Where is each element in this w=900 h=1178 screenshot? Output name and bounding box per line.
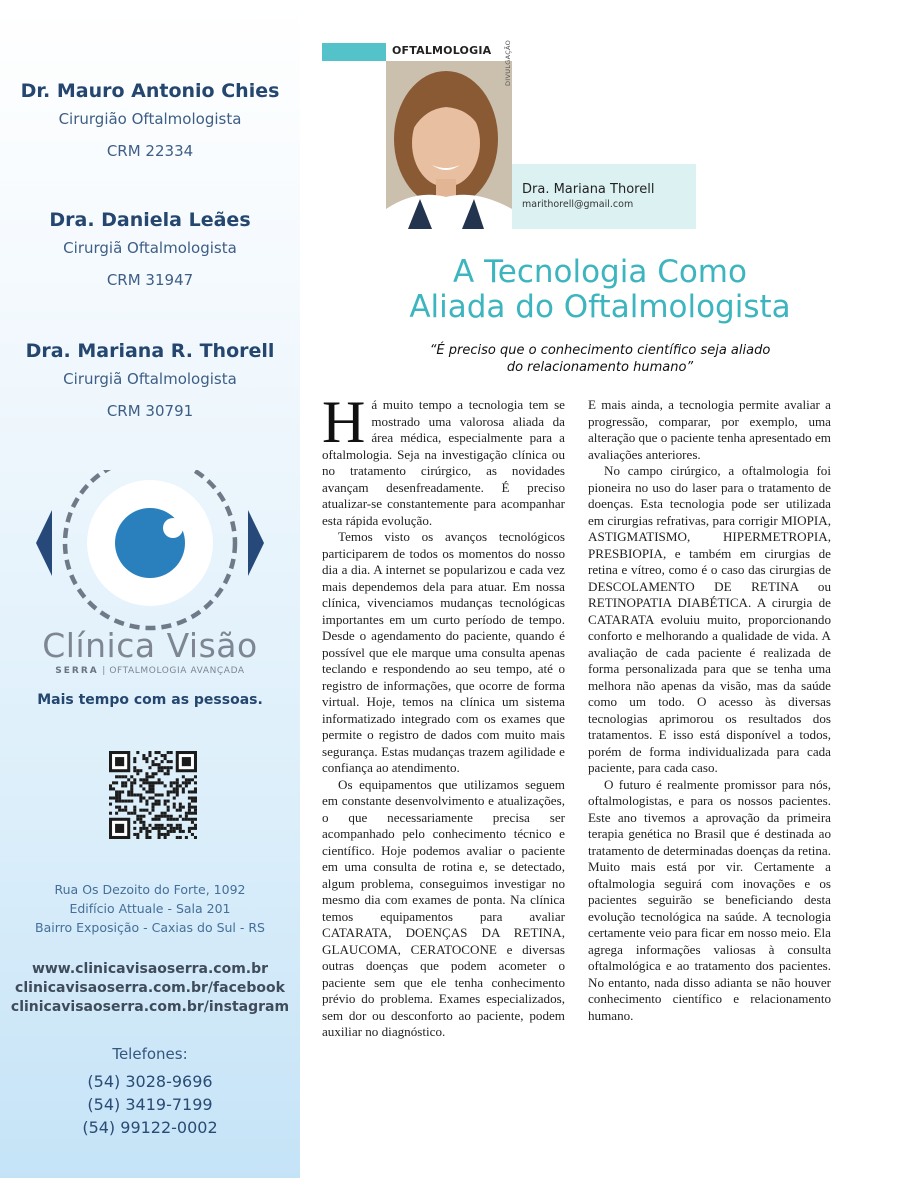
article-paragraph: O futuro é realmente promissor para nós, oftalmologistas, e para os nossos pacientes. Este ano tivemos a aprovação da primeira terapia genética no Brasil que é destinada ao tratamento de determinadas doenças da retina. Muito mais está por vir. Certamente a oftalmologia seguirá com inovações e os pacientes seguirão se beneficiando desta evolução tecnológica na saúde. A tecnologia certamente veio para ficar em nosso meio. Ela agrega informações valiosas à consulta oftalmológica e ao tratamento dos pacientes. No entanto, nada disso adianta se não houver conhecimento científico e relacionamento humano. — [588, 776, 831, 1023]
phone-number[interactable]: (54) 3028-9696 — [87, 1072, 213, 1091]
article-paragraph: Temos visto os avanços tecnológicos participarem de todos os momentos do nosso dia a dia. A internet se popularizou e cada vez mais dependemos dela para atuar. Em nossa clínica, vivenciamos mudanças tecnológicas importantes em um curto período de tempo. Desde o agendamento do paciente, quando é possível que ele marque uma consulta apenas teclando e respondendo ao seu tempo, até o registro de informações, que ocorre de forma virtual. Hoje, temos na clínica um sistema informatizado integrado com os exames que permite o registro de dados com muito mais segurança. Estas mudanças trazem agilidade e confiança ao atendimento. — [322, 529, 565, 775]
qr-code-icon[interactable] — [109, 751, 197, 839]
doctor-role: Cirurgiã Oftalmologista — [63, 239, 237, 257]
section-accent-bar — [322, 43, 386, 61]
article-title — [300, 255, 900, 325]
address-line: Bairro Exposição - Caxias do Sul - RS — [35, 920, 265, 935]
clinic-sub-serra: SERRA — [55, 666, 99, 676]
article-column-2 — [588, 397, 831, 1024]
eye-highlight-icon — [163, 518, 183, 538]
doctor-name: Dra. Daniela Leães — [49, 209, 251, 231]
sub-divider: | — [102, 666, 110, 676]
doctor-crm: CRM 31947 — [106, 271, 194, 289]
section-label: OFTALMOLOGIA — [392, 44, 492, 57]
paragraph-text: á muito tempo a tecnologia tem se mostrado uma valorosa aliada da área médica, especialmente para a oftalmologia. Seja na investigação clínica ou no tratamento cirúrgico, as novidades avançam desenfreadamente. É preciso atualizar-se constantemente para acompanhar esta rápida evolução. — [322, 397, 565, 528]
phone-number[interactable]: (54) 99122-0002 — [82, 1118, 218, 1137]
website-link[interactable]: www.clinicavisaoserra.com.br — [31, 961, 269, 977]
article-paragraph: No campo cirúrgico, a oftalmologia foi pioneira no uso do laser para o tratamento de doenças. Esta tecnologia pode ser utilizada em cirurgias refrativas, para corrigir MIOPIA, ASTIGMATISMO, HIPERMETROPIA, PRESBIOPIA, e também em cirurgias de retina e vítreo, como é o caso das cirurgias de DESCOLAMENTO DE RETINA ou RETINOPATIA DIABÉTICA. A cirurgia de CATARATA evoluiu muito, proporcionando conforto e melhorando a qualidade de vida. A avaliação de cada paciente é realizada de forma personalizada para que se tenha uma melhora não apenas da visão, mas da saúde como um todo. O acesso às diversas tecnologias aprimorou os resultados dos tratamentos. E isso está disponível a todos, porém de forma individualizada para cada paciente, para cada caso. — [588, 463, 831, 775]
drop-cap: H — [322, 389, 366, 455]
author-email[interactable]: marithorell@gmail.com — [522, 199, 634, 210]
quote-line: “É preciso que o conhecimento científico seja aliado — [429, 343, 771, 358]
clinic-address — [0, 880, 300, 937]
doctor-card — [0, 209, 300, 289]
clinic-tagline: Mais tempo com as pessoas. — [37, 692, 263, 708]
address-line: Edifício Attuale - Sala 201 — [69, 901, 231, 916]
article-paragraph: Os equipamentos que utilizamos seguem em constante desenvolvimento e atualizações, o que necessariamente precisa ser acompanhado pelo conhecimento técnico e científico. Hoje podemos avaliar o paciente em uma consulta de rotina e, se detectado, algum problema, conseguimos investigar no mesmo dia com exames de ponta. Na clínica temos equipamentos para avaliar CATARATA, DOENÇAS DA RETINA, GLAUCOMA, CERATOCONE e diversas outras doenças que podem acometer o paciente sem que ele tenha conhecimento prévio do problema. Exames especializados, sem dor ou desconforto ao paciente, podem auxiliar no diagnóstico. — [322, 776, 565, 1039]
author-photo — [386, 61, 512, 229]
doctor-name: Dr. Mauro Antonio Chies — [20, 80, 280, 102]
clinic-sidebar — [0, 0, 300, 1178]
title-line: Aliada do Oftalmologista — [409, 289, 791, 325]
phones-label: Telefones: — [112, 1045, 188, 1063]
title-line: A Tecnologia Como — [453, 254, 747, 290]
doctor-name: Dra. Mariana R. Thorell — [25, 340, 275, 362]
doctor-card — [0, 80, 300, 160]
doctor-role: Cirurgiã Oftalmologista — [63, 370, 237, 388]
clinic-subbrand — [0, 666, 300, 676]
clinic-websites — [0, 960, 300, 1017]
doctor-role: Cirurgião Oftalmologista — [58, 110, 242, 128]
article-paragraph: E mais ainda, a tecnologia permite avaliar a progressão, comparar, por exemplo, uma alteração que o paciente tenha apresentado em avaliações anteriores. — [588, 397, 831, 462]
clinic-logo-text — [0, 627, 300, 676]
clinic-brand-name: Clínica Visão — [42, 626, 258, 665]
photo-credit: DIVULGAÇÃO — [504, 39, 512, 86]
doctor-crm: CRM 22334 — [106, 142, 194, 160]
article-quote — [300, 342, 900, 376]
instagram-link[interactable]: clinicavisaoserra.com.br/instagram — [10, 999, 290, 1015]
article-paragraph — [322, 389, 565, 529]
clinic-sub-specialty: OFTALMOLOGIA AVANÇADA — [109, 666, 245, 676]
facebook-link[interactable]: clinicavisaoserra.com.br/facebook — [15, 980, 285, 996]
doctor-crm: CRM 30791 — [106, 402, 194, 420]
author-name: Dra. Mariana Thorell — [522, 182, 655, 197]
left-chevron-icon — [36, 510, 52, 576]
address-line: Rua Os Dezoito do Forte, 1092 — [54, 882, 246, 897]
author-caption — [512, 164, 696, 229]
phone-number[interactable]: (54) 3419-7199 — [87, 1095, 213, 1114]
article-column-1 — [322, 389, 565, 1041]
doctor-card — [0, 340, 300, 420]
author-portrait-icon — [386, 61, 512, 229]
right-chevron-icon — [248, 510, 264, 576]
clinic-phones — [0, 1070, 300, 1139]
quote-line: do relacionamento humano” — [506, 360, 694, 375]
